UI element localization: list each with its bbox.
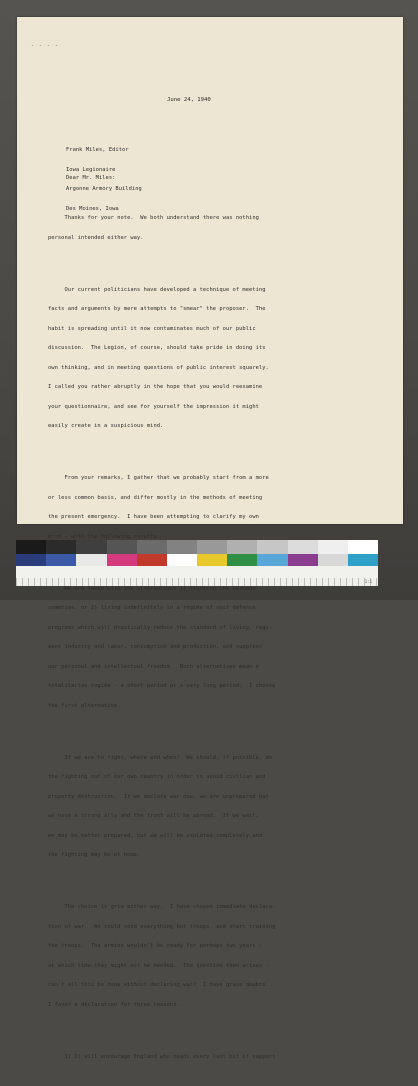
body-line: our personal and intellectual freedom. Both alternatives mean a [48,663,259,670]
body-line: Thanks for your note. We both understand there was nothing [48,215,259,221]
white-strip [16,566,378,578]
grayscale-strip [16,540,378,554]
body-line: facts and arguments by mere attempts to "smear" the proposer. The [48,306,266,312]
color-patch [197,554,227,566]
body-line: programs which will drastically reduce the standard of living, regi- [48,624,273,631]
gray-patch [137,540,167,554]
color-patch [76,554,106,566]
body-line: can't all this be done without declaring war? I have grave doubts. [48,982,269,988]
color-patch [257,554,287,566]
body-line: If we are to fight, where and when? We should, if possible, do [48,754,273,761]
color-patch [318,554,348,566]
letter-body [48,189,388,1086]
paragraph [48,274,388,443]
color-calibration-target [16,540,378,586]
body-line: 1) It will encourage England who needs every last bit of support [48,1053,276,1060]
body-line: the first alternative. [48,702,121,709]
color-strip [16,554,378,566]
gray-patch [318,540,348,554]
address-line: Iowa Legionaire [66,166,116,173]
body-line: we have a strong ally and the front will be abroad. If we wait, [48,813,259,819]
body-line: I called you rather abruptly in the hope that you would reexamine [48,384,263,390]
body-line: your questionnaire, and see for yourself the impression it might [48,403,259,410]
paragraph [48,573,388,723]
body-line: We are faced with the alternatives 1) fighting the Germans [48,585,256,592]
address-line: Argonne Armory Building [66,186,142,192]
body-line: mind - with the following results. [48,533,161,540]
address-line: Frank Miles, Editor [66,147,129,153]
gray-patch [16,540,46,554]
body-line: the fighting out of our own country in order to avoid civilian and [48,774,266,780]
body-line: Our current politicians have developed a technique of meeting [48,286,266,293]
body-line: the troops. The armies wouldn't be ready for perhaps two years - [48,943,263,949]
paragraph [48,1041,388,1074]
scale-label: 1:1 [364,579,372,584]
body-line: easily create in a suspicious mind. [48,423,164,429]
body-line: habit is spreading until it now contaminates much of our public [48,325,256,332]
body-line: we may be better prepared, but we will be isolated completely and [48,832,263,839]
body-line: sometime, or 2) living indefinitely in a regime of vast defense [48,605,256,611]
color-patch [46,554,76,566]
body-line: the fighting may be at home. [48,852,141,858]
gray-patch [257,540,287,554]
measurement-ruler [16,578,378,586]
body-line: I favor a declaration for three reasons. [48,1001,180,1008]
body-line: discussion. The Legion, of course, should take pride in doing its [48,345,266,351]
gray-patch [76,540,106,554]
salutation: Dear Mr. Miles: [66,175,116,181]
address-line: Des Moines, Iowa [66,205,119,212]
color-patch [16,554,46,566]
body-line: personal intended either way. [48,234,144,241]
gray-patch [227,540,257,554]
body-line: tion of war. We could send everything but troops, and start training [48,923,276,930]
body-line: totalitarian regime - a short period or a very long period. I choose [48,683,276,689]
body-line: ment industry and labor, consumption and production, and suppress [48,644,263,650]
letter-date: June 24, 1940 [167,97,211,103]
body-line: at which time they might not be needed. The question then arises - [48,962,269,969]
color-patch [167,554,197,566]
color-patch [137,554,167,566]
color-patch [288,554,318,566]
gray-patch [197,540,227,554]
body-line: From your remarks, I gather that we probably start from a more [48,475,269,481]
gray-patch [107,540,137,554]
paragraph [48,891,388,1021]
color-patch [107,554,137,566]
body-line: own thinking, and in meeting questions of public interest squarely. [48,364,269,371]
paragraph [48,742,388,872]
gray-patch [46,540,76,554]
body-line: the present emergency. I have been attempting to clarify my own [48,514,259,520]
gray-patch [348,540,378,554]
gray-patch [167,540,197,554]
color-patch [227,554,257,566]
gray-patch [288,540,318,554]
body-line: property destruction. If we declare war now, we are unprepared but [48,793,269,800]
body-line: The choice is grim either way. I have chosen immediate declara- [48,904,276,910]
body-line: or less common basis, and differ mostly in the methods of meeting [48,494,263,501]
paragraph [48,202,388,254]
archive-mark: - - - - [31,43,60,49]
color-patch [348,554,378,566]
